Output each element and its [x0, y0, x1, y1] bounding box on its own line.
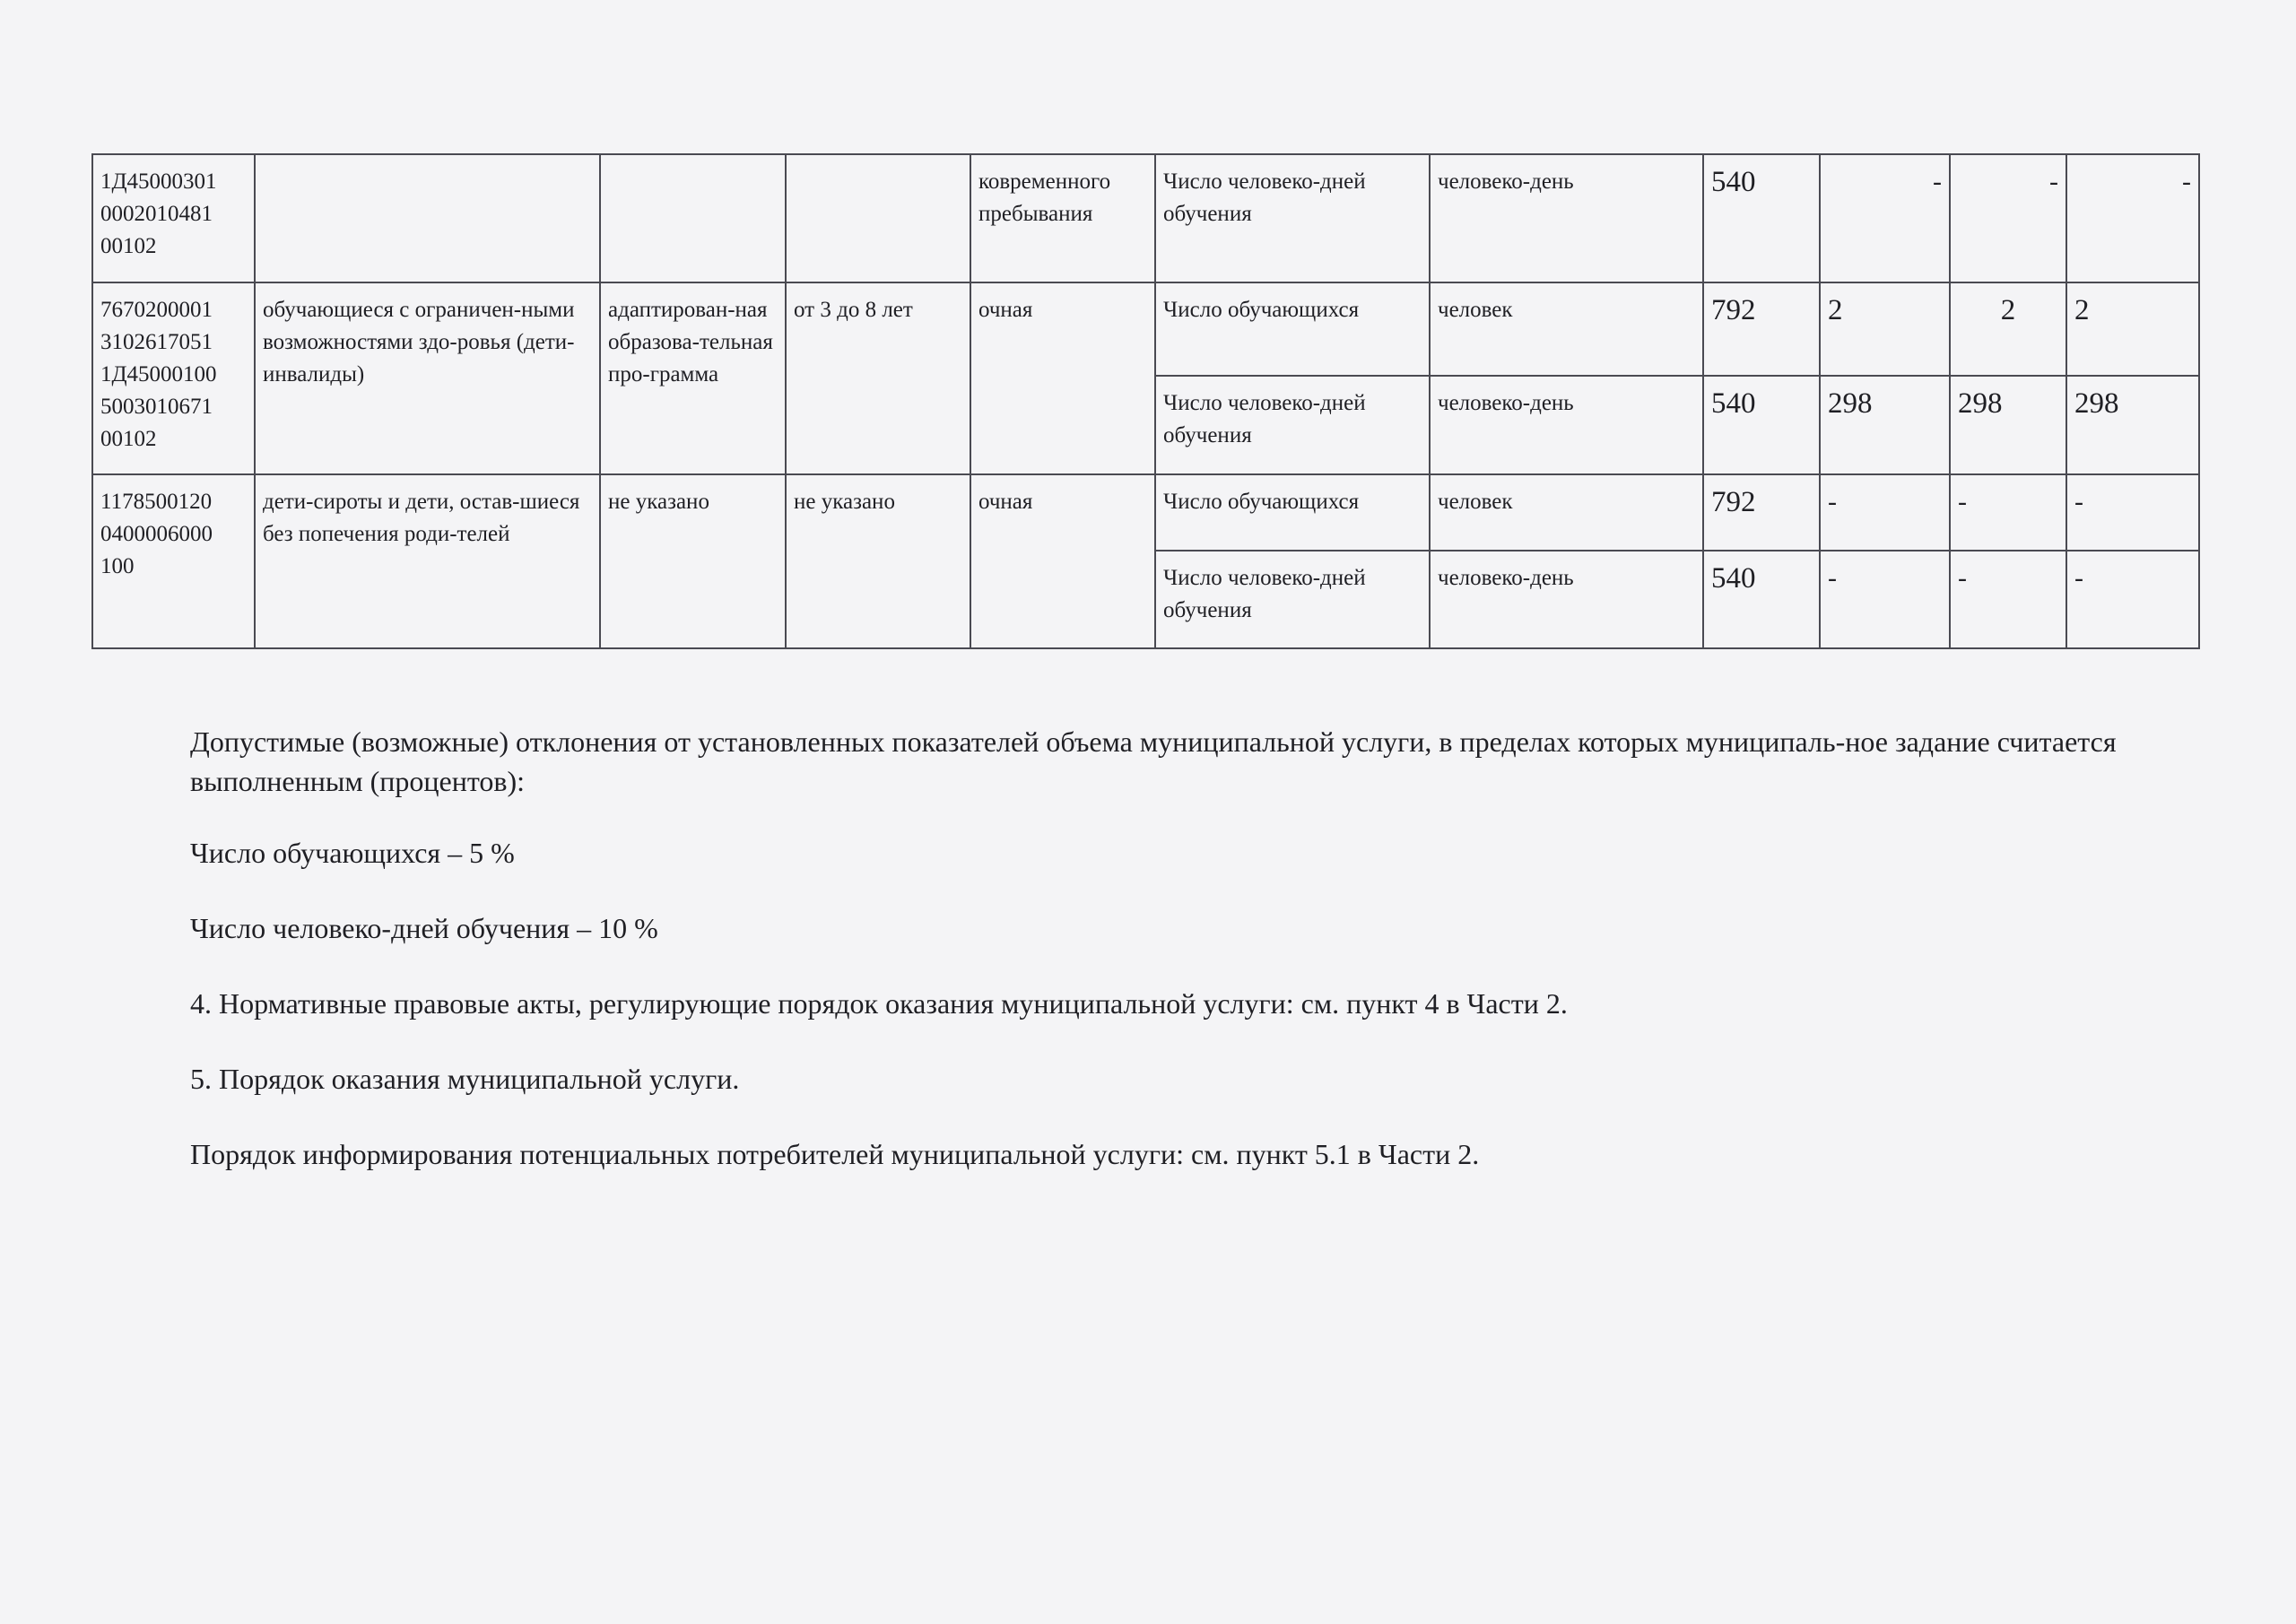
deviation-paragraph: Допустимые (возможные) отклонения от установленных показателей объема муниципальной услуги, в пределах которых муниципаль-ное задание считается выполненным (процентов): [190, 725, 2117, 797]
unit-cell: человек [1430, 474, 1703, 551]
program-cell: не указано [600, 474, 786, 648]
okei-code-cell: 540 [1703, 551, 1820, 648]
unit-cell: человеко-день [1430, 551, 1703, 648]
indicator-cell: Число человеко-дней обучения [1155, 154, 1430, 282]
deviation-students: Число обучающихся – 5 % [190, 837, 515, 869]
okei-code-cell: 792 [1703, 282, 1820, 376]
body-text [190, 722, 2181, 1174]
category-cell: обучающиеся с ограничен-ными возможностями здо-ровья (дети-инвалиды) [255, 282, 600, 474]
indicator-cell: Число обучающихся [1155, 282, 1430, 376]
okei-code-cell: 792 [1703, 474, 1820, 551]
value-cell: - [1820, 551, 1950, 648]
table-row [92, 282, 2199, 376]
table-row [92, 474, 2199, 551]
form-cell: очная [970, 282, 1155, 474]
deviation-days: Число человеко-дней обучения – 10 % [190, 912, 658, 944]
value-cell: 2 [1820, 282, 1950, 376]
table-row [92, 154, 2199, 282]
empty-cell [600, 154, 786, 282]
unit-cell: человеко-день [1430, 376, 1703, 474]
registry-code-cell: 1Д45000301 0002010481 00102 [92, 154, 255, 282]
legal-acts-paragraph: 4. Нормативные правовые акты, регулирующие порядок оказания муниципальной услуги: см. пункт 4 в Части 2. [190, 987, 1568, 1020]
value-cell: 2 [1950, 282, 2066, 376]
indicator-cell: Число человеко-дней обучения [1155, 551, 1430, 648]
value-cell: - [1820, 154, 1950, 282]
value-cell: - [2066, 551, 2199, 648]
empty-cell [255, 154, 600, 282]
service-order-paragraph: 5. Порядок оказания муниципальной услуги. [190, 1063, 740, 1095]
okei-code-cell: 540 [1703, 154, 1820, 282]
age-cell: не указано [786, 474, 970, 648]
indicator-cell: Число обучающихся [1155, 474, 1430, 551]
age-cell: от 3 до 8 лет [786, 282, 970, 474]
value-cell: 298 [2066, 376, 2199, 474]
indicator-cell: Число человеко-дней обучения [1155, 376, 1430, 474]
value-cell: - [1950, 474, 2066, 551]
service-volume-table [91, 153, 2200, 649]
value-cell: - [1820, 474, 1950, 551]
value-cell: - [2066, 474, 2199, 551]
unit-cell: человеко-день [1430, 154, 1703, 282]
value-cell: - [1950, 551, 2066, 648]
condition-cell: ковременного пребывания [970, 154, 1155, 282]
value-cell: 2 [2066, 282, 2199, 376]
value-cell: 298 [1820, 376, 1950, 474]
form-cell: очная [970, 474, 1155, 648]
inform-paragraph: Порядок информирования потенциальных потребителей муниципальной услуги: см. пункт 5.1 в Части 2. [190, 1138, 1480, 1170]
registry-code-cell: 1178500120 0400006000 100 [92, 474, 255, 648]
value-cell: - [1950, 154, 2066, 282]
okei-code-cell: 540 [1703, 376, 1820, 474]
unit-cell: человек [1430, 282, 1703, 376]
value-cell: - [2066, 154, 2199, 282]
category-cell: дети-сироты и дети, остав-шиеся без попечения роди-телей [255, 474, 600, 648]
empty-cell [786, 154, 970, 282]
program-cell: адаптирован-ная образова-тельная про-грамма [600, 282, 786, 474]
registry-code-cell: 7670200001 3102617051 1Д45000100 5003010671 00102 [92, 282, 255, 474]
value-cell: 298 [1950, 376, 2066, 474]
